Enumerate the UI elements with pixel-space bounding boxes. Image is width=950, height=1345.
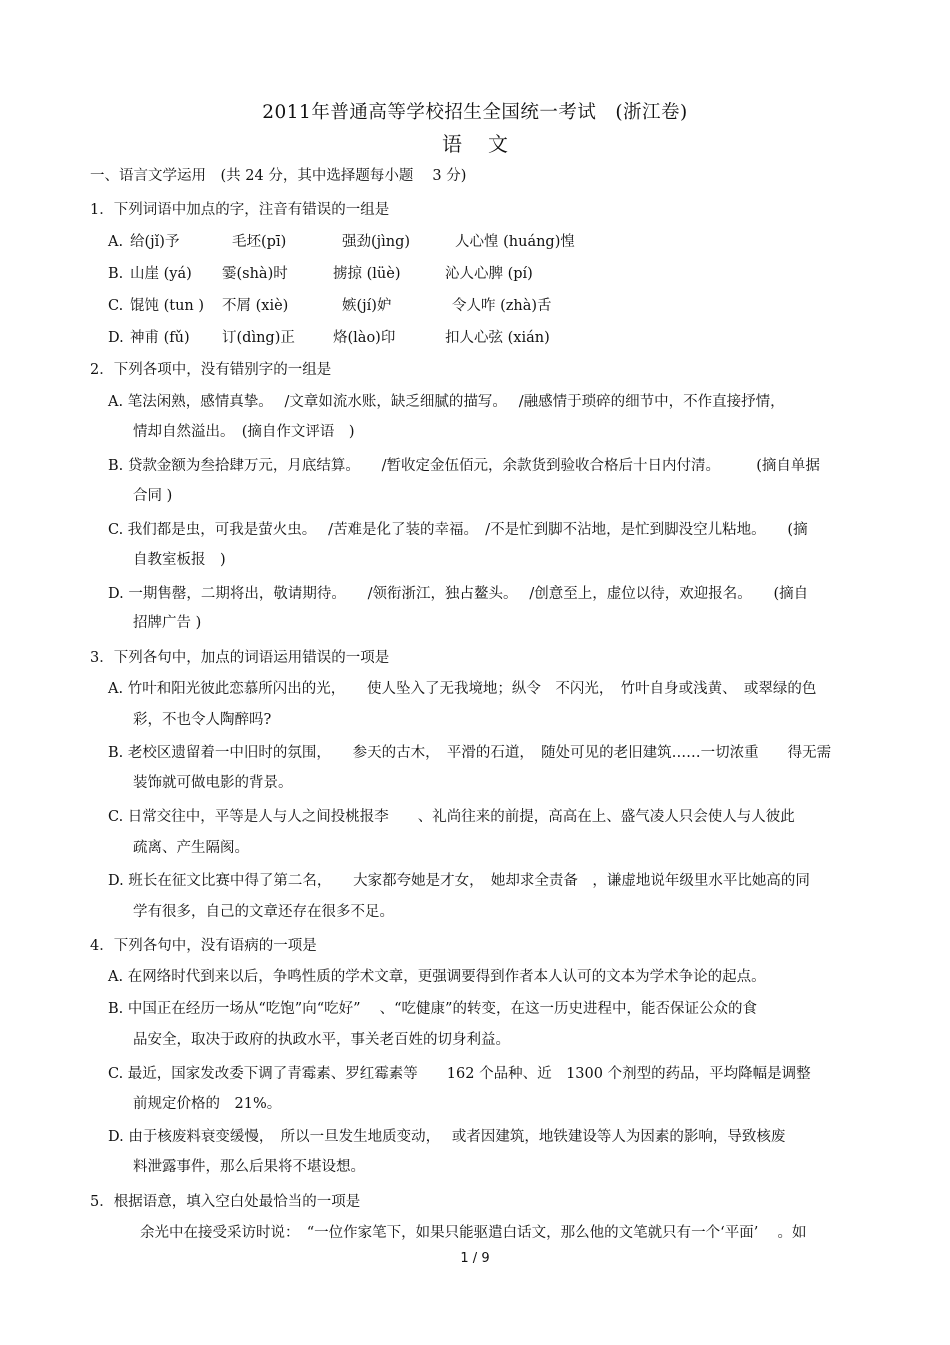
question-1-stem: 1．下列词语中加点的字，注音有错误的一组是 (90, 202, 390, 218)
q1-option-d-word-2: 订(dìng)正 (222, 330, 295, 346)
question-4-stem: 4．下列各句中，没有语病的一项是 (90, 938, 317, 954)
q3-option-d: D. 班长在征文比赛中得了第二名， 大家都夸她是才女， 她却求全责备 ，谦虚地说年级里水平比她高的同 (108, 873, 810, 889)
q4-option-b-cont: 品安全，取决于政府的执政水平，事关老百姓的切身利益。 (133, 1032, 510, 1048)
q1-option-a-word-4: 人心惶 (huáng)惶 (455, 234, 575, 250)
q1-option-c-letter: C. (108, 298, 124, 314)
q2-option-b-cont: 合同 ) (133, 488, 173, 504)
q1-option-c-word-3: 嫉(jí)妒 (342, 298, 392, 314)
q3-option-b: B. 老校区遗留着一中旧时的氛围， 参天的古木， 平滑的石道， 随处可见的老旧建筑……一切浓重 得无需 (108, 745, 832, 761)
q3-option-a: A. 竹叶和阳光彼此恋慕所闪出的光， 使人坠入了无我境地；纵令 不闪光， 竹叶自身或浅黄、 或翠绿的色 (108, 681, 817, 697)
q3-option-a-cont: 彩，不也令人陶醉吗? (133, 712, 272, 728)
q1-option-c-word-2: 不屑 (xiè) (222, 298, 289, 314)
q4-option-d: D. 由于核废料衰变缓慢， 所以一旦发生地质变动， 或者因建筑，地铁建设等人为因素的影响，导致核废 (108, 1129, 786, 1145)
q2-option-c-cont: 自教室板报 ) (133, 552, 226, 568)
q1-option-b-word-3: 掳掠 (lüè) (333, 266, 401, 282)
page-number: 1 / 9 (460, 1251, 490, 1266)
q2-option-d: D. 一期售罄，二期将出，敬请期待。 /领衔浙江，独占鳌头。 /创意至上，虚位以待，欢迎报名。 (摘自 (108, 586, 809, 602)
q1-option-a-letter: A. (108, 234, 124, 250)
question-3-stem: 3．下列各句中，加点的词语运用错误的一项是 (90, 650, 390, 666)
q3-option-b-cont: 装饰就可做电影的背景。 (133, 775, 293, 791)
q2-option-b: B. 贷款金额为叁拾肆万元，月底结算。 /暂收定金伍佰元，余款货到验收合格后十日内付清。 (摘自单据 (108, 458, 820, 474)
page-title: 2011年普通高等学校招生全国统一考试 (浙江卷) (262, 102, 688, 123)
q1-option-d-word-3: 烙(lào)印 (333, 330, 396, 346)
q2-option-c: C. 我们都是虫，可我是萤火虫。 /苦难是化了装的幸福。 /不是忙到脚不沾地，是忙到脚没空儿粘地。 (摘 (108, 522, 808, 538)
page-subtitle: 语文 (442, 132, 534, 156)
q2-option-d-cont: 招牌广告 ) (133, 615, 202, 631)
q1-option-a-word-1: 给(jǐ)予 (130, 234, 180, 250)
q3-option-d-cont: 学有很多，自己的文章还存在很多不足。 (133, 904, 394, 920)
q1-option-c-word-1: 馄饨 (tun ) (130, 298, 205, 314)
q3-option-c-cont: 疏离、产生隔阂。 (133, 840, 249, 856)
q4-option-b: B. 中国正在经历一场从“吃饱”向“吃好” 、“吃健康”的转变，在这一历史进程中，能否保证公众的食 (108, 1001, 757, 1017)
q1-option-c-word-4: 令人咋 (zhà)舌 (452, 298, 552, 314)
question-2-stem: 2．下列各项中，没有错别字的一组是 (90, 362, 332, 378)
q4-option-a: A. 在网络时代到来以后，争鸣性质的学术文章，更强调要得到作者本人认可的文本为学术争论的起点。 (108, 969, 766, 985)
q1-option-a-word-2: 毛坯(pī) (232, 234, 287, 250)
q1-option-b-word-2: 霎(shà)时 (222, 266, 288, 282)
q1-option-d-word-1: 神甫 (fǔ) (130, 330, 190, 346)
q1-option-d-word-4: 扣人心弦 (xián) (445, 330, 550, 346)
q3-option-c: C. 日常交往中，平等是人与人之间投桃报李 、礼尚往来的前提，高高在上、盛气凌人只会使人与人彼此 (108, 809, 795, 825)
q1-option-d-letter: D. (108, 330, 124, 346)
q5-paragraph: 余光中在接受采访时说： “一位作家笔下，如果只能驱遣白话文，那么他的文笔就只有一个‘平面’ 。如 (140, 1225, 807, 1241)
q4-option-c: C. 最近，国家发改委下调了青霉素、罗红霉素等 162 个品种、近 1300 个剂型的药品，平均降幅是调整 (108, 1066, 811, 1082)
q1-option-b-word-1: 山崖 (yá) (130, 266, 192, 282)
q2-option-a-cont: 情却自然溢出。 (摘自作文评语 ) (133, 424, 355, 440)
q4-option-d-cont: 料泄露事件，那么后果将不堪设想。 (133, 1159, 365, 1175)
q2-option-a: A. 笔法闲熟，感情真挚。 /文章如流水账，缺乏细腻的描写。 /融感情于琐碎的细节中，不作直接抒情， (108, 394, 785, 410)
q1-option-a-word-3: 强劲(jìng) (342, 234, 411, 250)
section-heading: 一、语言文学运用 (共 24 分，其中选择题每小题 3 分) (90, 168, 467, 184)
question-5-stem: 5．根据语意，填入空白处最恰当的一项是 (90, 1194, 361, 1210)
q1-option-b-letter: B. (108, 266, 124, 282)
q1-option-b-word-4: 沁人心脾 (pí) (445, 266, 533, 282)
q4-option-c-cont: 前规定价格的 21%。 (133, 1096, 282, 1112)
